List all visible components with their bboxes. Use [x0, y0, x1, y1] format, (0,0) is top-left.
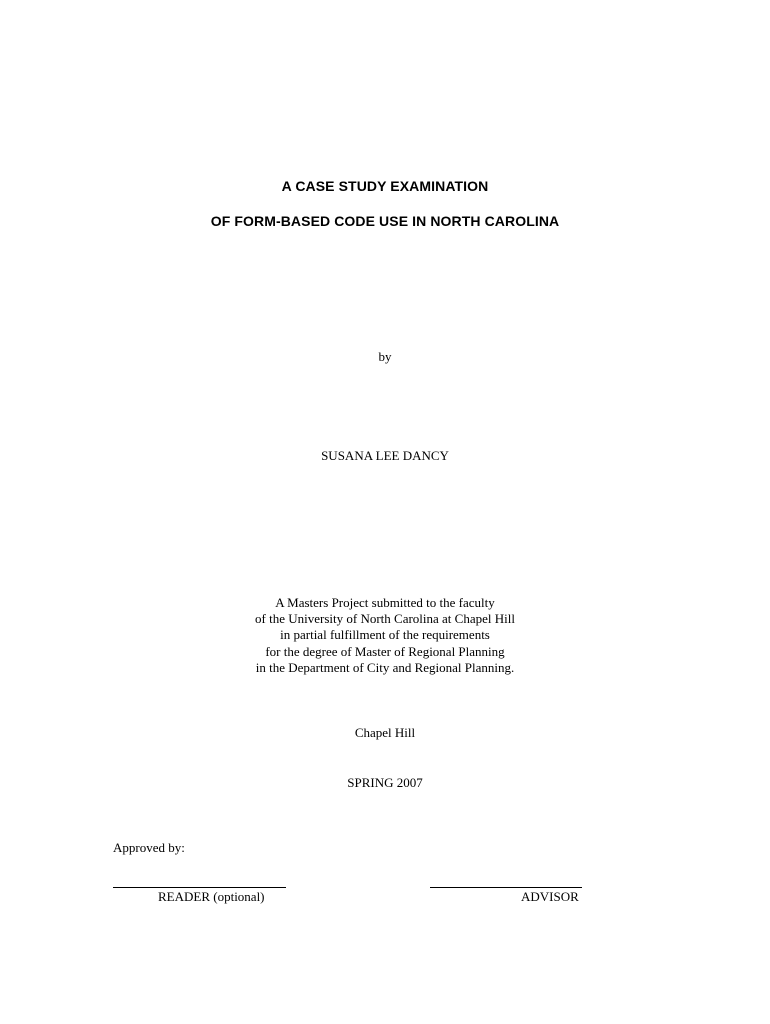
advisor-signature-line — [430, 887, 582, 888]
statement-line: A Masters Project submitted to the faculty — [275, 595, 495, 610]
place-text: Chapel Hill — [354, 725, 416, 740]
submission-statement — [0, 595, 770, 676]
reader-signature-line — [113, 887, 286, 888]
term-text: SPRING 2007 — [347, 775, 423, 790]
by-text: by — [378, 349, 392, 364]
reader-label: READER (optional) — [158, 889, 265, 904]
document-title-line-1: A CASE STUDY EXAMINATION — [281, 178, 489, 194]
author-name: SUSANA LEE DANCY — [321, 448, 449, 463]
approved-by-label: Approved by: — [113, 840, 185, 855]
document-title-line-2: OF FORM-BASED CODE USE IN NORTH CAROLINA — [210, 213, 560, 229]
statement-line: in partial fulfillment of the requirements — [280, 627, 490, 643]
advisor-label: ADVISOR — [521, 889, 579, 904]
statement-line: of the University of North Carolina at Chapel Hill — [255, 611, 515, 627]
statement-line: in the Department of City and Regional Planning. — [255, 659, 515, 675]
statement-line: for the degree of Master of Regional Planning — [265, 643, 505, 659]
